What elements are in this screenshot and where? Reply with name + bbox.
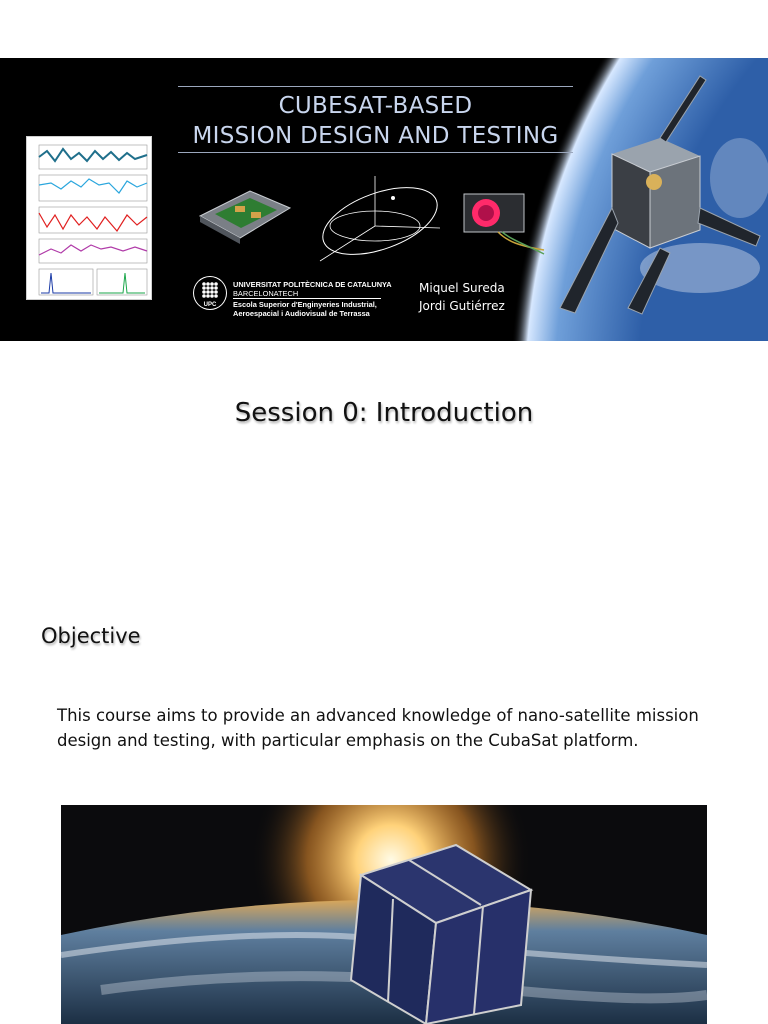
camera-payload-illustration bbox=[458, 180, 548, 258]
course-banner bbox=[0, 58, 768, 341]
objective-heading: Objective bbox=[41, 624, 141, 648]
orbit-diagram bbox=[315, 176, 445, 266]
university-line2: BARCELONATECH bbox=[233, 289, 299, 298]
upc-logo bbox=[193, 276, 227, 310]
school-name bbox=[233, 300, 377, 318]
objective-text: This course aims to provide an advanced knowledge of nano-satellite mission design and testing, with particular emphasis on the CubaSat platform. bbox=[57, 706, 699, 750]
school-line2: Aeroespacial i Audiovisual de Terrassa bbox=[233, 309, 370, 318]
banner-title-line1: CUBESAT-BASED bbox=[278, 93, 473, 119]
telemetry-plots-thumbnail bbox=[26, 136, 152, 300]
session-title: Session 0: Introduction bbox=[234, 398, 534, 428]
cubesat-earth-photo bbox=[61, 805, 707, 1024]
school-line1: Escola Superior d'Enginyeries Industrial, bbox=[233, 300, 377, 309]
university-line1: UNIVERSITAT POLITÈCNICA DE CATALUNYA bbox=[233, 280, 392, 289]
pcb-board-illustration bbox=[195, 186, 295, 246]
university-name bbox=[233, 280, 392, 298]
author-2: Jordi Gutiérrez bbox=[419, 299, 505, 313]
author-1: Miquel Sureda bbox=[419, 281, 505, 295]
upc-logo-text: UPC bbox=[203, 302, 217, 308]
banner-title-line2: MISSION DESIGN AND TESTING bbox=[192, 123, 559, 149]
